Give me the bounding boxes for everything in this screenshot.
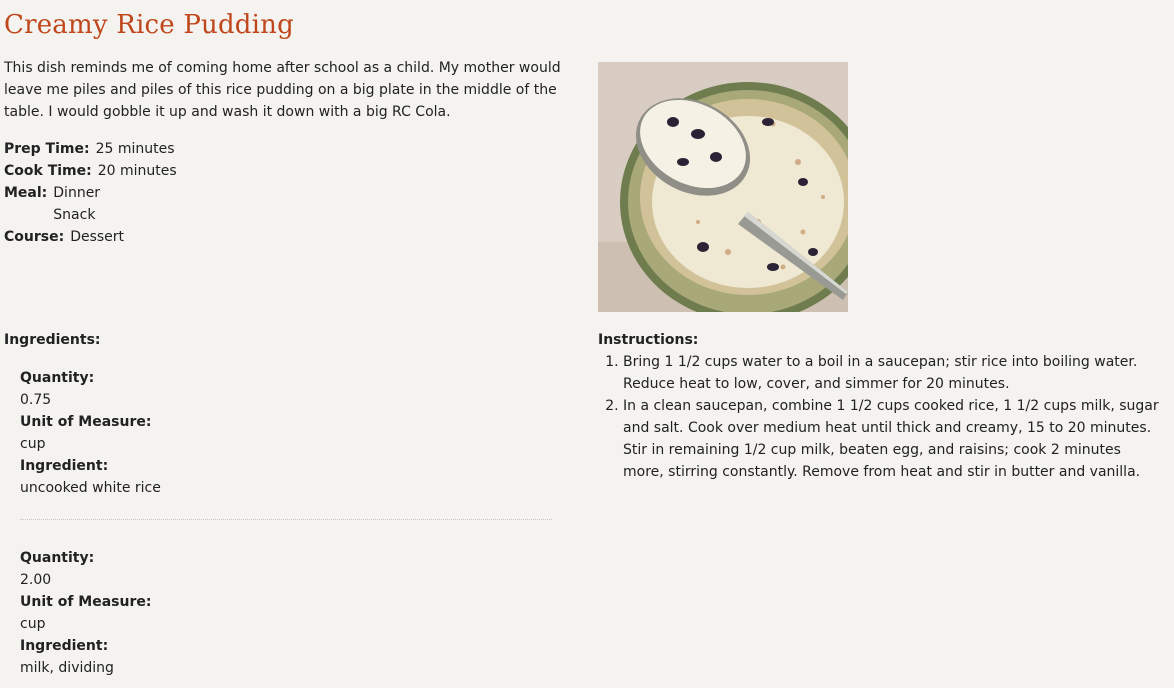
meal-label: Meal: — [4, 185, 48, 201]
course-value: Dessert — [70, 229, 125, 245]
ingredient-divider — [20, 519, 552, 520]
course-row — [4, 226, 177, 248]
meal-value-snack: Snack — [53, 207, 96, 223]
instruction-step-2: 2. In a clean saucepan, combine 1 1/2 cups cooked rice, 1 1/2 cups milk, sugar and salt. Cook over medium heat until thick and creamy, 15 to 20 minutes. Stir in remaining 1/2 cup milk, beaten egg, and raisins; cook 2 minutes more, stirring constantly. Remove from heat and stir in butter and vanilla. — [623, 395, 1160, 483]
instructions-list — [598, 351, 1160, 483]
cook-time-label: Cook Time: — [4, 163, 92, 179]
prep-time-label: Prep Time: — [4, 141, 90, 157]
quantity-value: 0.75 — [20, 392, 52, 408]
prep-time-value: 25 minutes — [95, 141, 175, 157]
meal-row — [4, 182, 177, 226]
quantity-label: Quantity: — [20, 550, 95, 566]
ingredient-item — [20, 547, 552, 679]
ingredient-label: Ingredient: — [20, 638, 109, 654]
recipe-meta — [4, 138, 177, 248]
instructions-heading: Instructions: — [598, 332, 699, 348]
ingredient-value: uncooked white rice — [20, 480, 161, 496]
quantity-value: 2.00 — [20, 572, 52, 588]
meal-value-dinner: Dinner — [53, 185, 101, 201]
recipe-description: This dish reminds me of coming home after school as a child. My mother would leave me piles and piles of this rice pudding on a big plate in the middle of the table. I would gobble it up and wash it down with a big RC Cola. — [4, 60, 561, 120]
meal-values — [53, 182, 100, 226]
cook-time-value: 20 minutes — [97, 163, 177, 179]
quantity-label: Quantity: — [20, 370, 95, 386]
ingredient-value: milk, dividing — [20, 660, 114, 676]
rice-pudding-photo — [598, 62, 848, 312]
ingredient-item — [20, 367, 552, 499]
unit-label: Unit of Measure: — [20, 594, 152, 610]
unit-value: cup — [20, 616, 46, 632]
instruction-step-1: 1. Bring 1 1/2 cups water to a boil in a saucepan; stir rice into boiling water. Reduce heat to low, cover, and simmer for 20 minutes. — [623, 351, 1160, 395]
prep-time-row — [4, 138, 177, 160]
unit-label: Unit of Measure: — [20, 414, 152, 430]
unit-value: cup — [20, 436, 46, 452]
ingredient-label: Ingredient: — [20, 458, 109, 474]
cook-time-row — [4, 160, 177, 182]
recipe-title: Creamy Rice Pudding — [4, 10, 294, 40]
course-label: Course: — [4, 229, 65, 245]
ingredients-heading: Ingredients: — [4, 332, 101, 348]
